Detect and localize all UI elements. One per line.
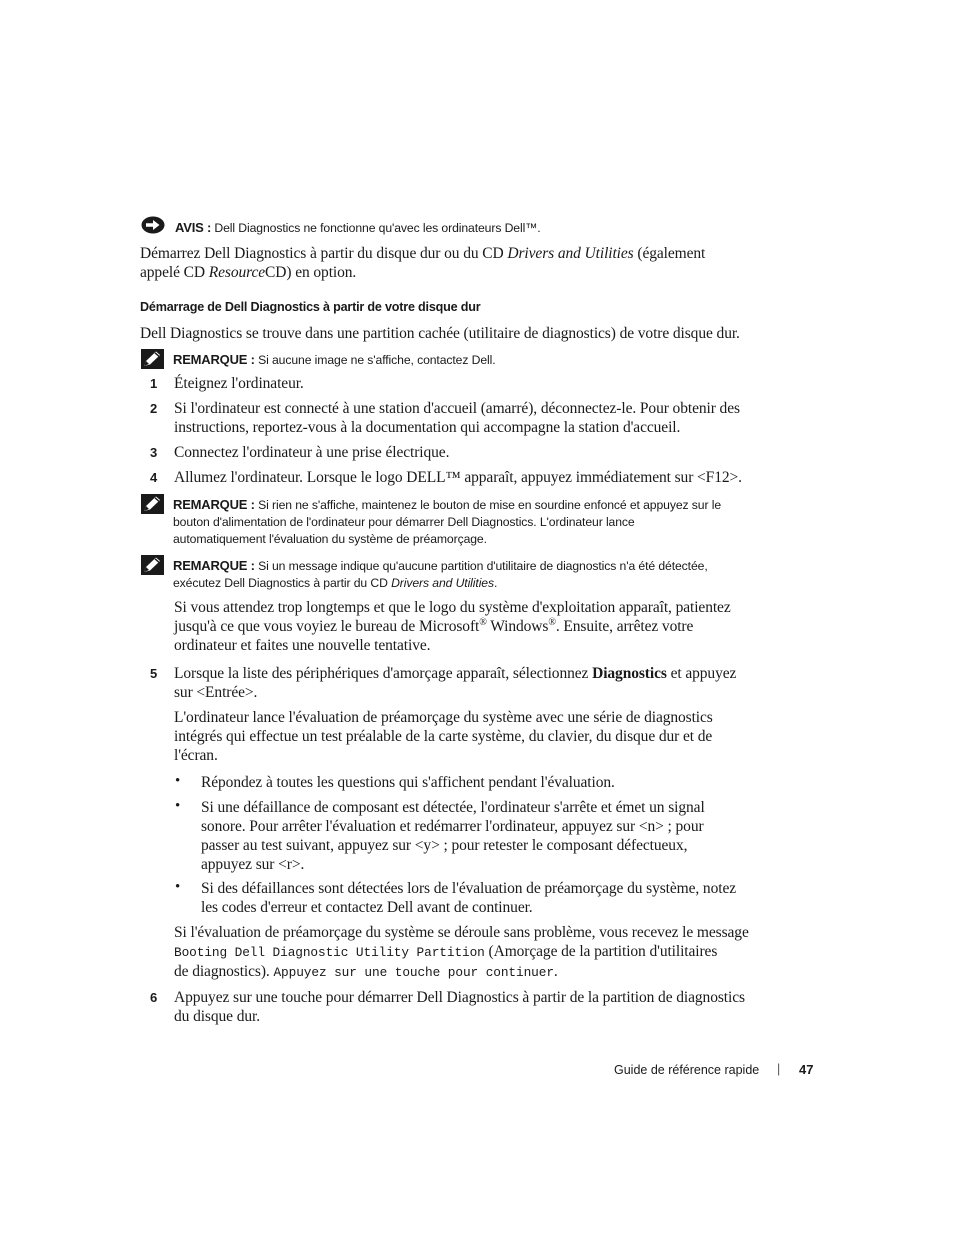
bullet-marker: • [175, 773, 181, 789]
bullet-2-line-4: appuyez sur <r>. [201, 856, 305, 873]
step-5-line-2: sur <Entrée>. [174, 684, 258, 701]
bullet-3-text [201, 879, 736, 917]
step-3-text: Connectez l'ordinateur à une prise électrique. [174, 444, 450, 461]
note-3-text-1: Si un message indique qu'aucune partition d'utilitaire de diagnostics n'a été détectée, [258, 559, 708, 573]
eval-paragraph [174, 708, 713, 765]
intro-cd-name: Drivers and Utilities [507, 245, 634, 262]
bullet-marker: • [175, 798, 181, 814]
step-6-number: 6 [150, 990, 158, 1005]
note-pencil-icon [141, 349, 164, 369]
eval-line-3: l'écran. [174, 747, 218, 764]
step-5-text-1: Lorsque la liste des périphériques d'amorçage apparaît, sélectionnez [174, 665, 593, 682]
wait-line-1: Si vous attendez trop longtemps et que le logo du système d'exploitation apparaît, patientez [174, 599, 731, 616]
bullet-2-line-1: Si une défaillance de composant est détectée, l'ordinateur s'arrête et émet un signal [201, 799, 705, 816]
step-5-diagnostics: Diagnostics [592, 665, 667, 682]
note-pencil-icon [141, 555, 164, 575]
step-5-text [174, 664, 736, 702]
note-3-line-1 [173, 557, 708, 575]
bullet-2-line-2: sonore. Pour arrêter l'évaluation et redémarrer l'ordinateur, appuyez sur <n> ; pour [201, 818, 704, 835]
success-paragraph [174, 923, 749, 982]
step-5-text-2: et appuyez [666, 665, 737, 682]
step-4-text: Allumez l'ordinateur. Lorsque le logo DELL™ apparaît, appuyez immédiatement sur <F12>. [174, 469, 742, 486]
success-text-2: (Amorçage de la partition d'utilitaires [484, 943, 718, 960]
notice-label: AVIS : [175, 220, 212, 235]
wait-text-1: jusqu'à ce que vous voyiez le bureau de Microsoft [174, 618, 480, 635]
step-6-text [174, 988, 745, 1026]
step-2-text [174, 399, 740, 437]
note-1-text: Si aucune image ne s'affiche, contactez Dell. [258, 353, 496, 367]
note-2-line-2: bouton d'alimentation de l'ordinateur pour démarrer Dell Diagnostics. L'ordinateur lance [173, 515, 635, 529]
note-1-label: REMARQUE : [173, 352, 255, 367]
step-4-number: 4 [150, 470, 158, 485]
bullet-1-text: Répondez à toutes les questions qui s'affichent pendant l'évaluation. [201, 774, 615, 791]
note-3-text-2: exécutez Dell Diagnostics à partir du CD [173, 576, 392, 590]
note-2 [173, 496, 721, 548]
notice-arrow-icon [141, 216, 165, 234]
note-3-line-2 [173, 575, 708, 592]
step-6-line-2: du disque dur. [174, 1008, 260, 1025]
intro-line-1 [140, 244, 705, 263]
bullet-2-line-3: passer au test suivant, appuyez sur <y> ; pour retester le composant défectueux, [201, 837, 688, 854]
success-text-4: . [553, 963, 558, 980]
step-1-text: Éteignez l'ordinateur. [174, 375, 304, 392]
note-2-line-1 [173, 496, 721, 514]
wait-text-2: Windows [486, 618, 549, 635]
bullet-3-line-2: les codes d'erreur et contactez Dell avant de continuer. [201, 899, 533, 916]
wait-paragraph [174, 598, 731, 655]
note-1 [173, 351, 496, 369]
eval-line-1: L'ordinateur lance l'évaluation de préamorçage du système avec une série de diagnostics [174, 709, 713, 726]
boot-message-code: Booting Dell Diagnostic Utility Partition [174, 945, 485, 960]
notice [175, 219, 541, 237]
section-heading: Démarrage de Dell Diagnostics à partir de votre disque dur [140, 300, 481, 314]
note-3-cd-name: Drivers and Utilities [391, 576, 494, 590]
section-intro: Dell Diagnostics se trouve dans une partition cachée (utilitaire de diagnostics) de votre disque dur. [140, 325, 740, 342]
intro-text-4: CD) en option. [265, 264, 357, 281]
bullet-3-line-1: Si des défaillances sont détectées lors de l'évaluation de préamorçage du système, notez [201, 880, 737, 897]
wait-line-2 [174, 617, 731, 636]
intro-text: Démarrez Dell Diagnostics à partir du disque dur ou du CD [140, 245, 508, 262]
intro-text-2: (également [633, 245, 706, 262]
intro-line-2 [140, 263, 705, 282]
continue-message-code: Appuyez sur une touche pour continuer [273, 965, 554, 980]
registered-mark: ® [479, 616, 487, 628]
intro-paragraph [140, 244, 705, 282]
wait-line-3: ordinateur et faites une nouvelle tentative. [174, 637, 431, 654]
wait-text-3: . Ensuite, arrêtez votre [555, 618, 694, 635]
step-3-number: 3 [150, 445, 158, 460]
note-2-label: REMARQUE : [173, 497, 255, 512]
footer-title: Guide de référence rapide [614, 1063, 760, 1077]
step-2-number: 2 [150, 401, 158, 416]
eval-line-2: intégrés qui effectue un test préalable de la carte système, du clavier, du disque dur et de [174, 728, 713, 745]
step-2-line-2: instructions, reportez-vous à la documentation qui accompagne la station d'accueil. [174, 419, 681, 436]
note-3-text-3: . [493, 576, 498, 590]
note-2-line-3: automatiquement l'évaluation du système de préamorçage. [173, 532, 487, 546]
note-3-label: REMARQUE : [173, 558, 255, 573]
notice-text: Dell Diagnostics ne fonctionne qu'avec les ordinateurs Dell™. [214, 221, 541, 235]
footer-separator: | [777, 1062, 781, 1076]
step-6-line-1: Appuyez sur une touche pour démarrer Dell Diagnostics à partir de la partition de diagnostics [174, 989, 745, 1006]
intro-text-3: appelé CD [140, 264, 209, 281]
step-2-line-1: Si l'ordinateur est connecté à une station d'accueil (amarré), déconnectez-le. Pour obtenir des [174, 400, 740, 417]
note-pencil-icon [141, 494, 164, 514]
success-line-3 [174, 962, 749, 982]
page-number: 47 [799, 1062, 814, 1077]
step-1-number: 1 [150, 376, 158, 391]
bullet-2-text [201, 798, 705, 874]
step-5-line-1 [174, 664, 736, 683]
success-line-2 [174, 942, 749, 962]
intro-resource: Resource [208, 264, 266, 281]
success-text-3: de diagnostics). [174, 963, 274, 980]
note-2-text-1: Si rien ne s'affiche, maintenez le bouton de mise en sourdine enfoncé et appuyez sur le [258, 498, 721, 512]
success-line-1: Si l'évaluation de préamorçage du système se déroule sans problème, vous recevez le message [174, 924, 749, 941]
step-5-number: 5 [150, 666, 158, 681]
registered-mark: ® [548, 616, 556, 628]
bullet-marker: • [175, 879, 181, 895]
note-3 [173, 557, 708, 592]
